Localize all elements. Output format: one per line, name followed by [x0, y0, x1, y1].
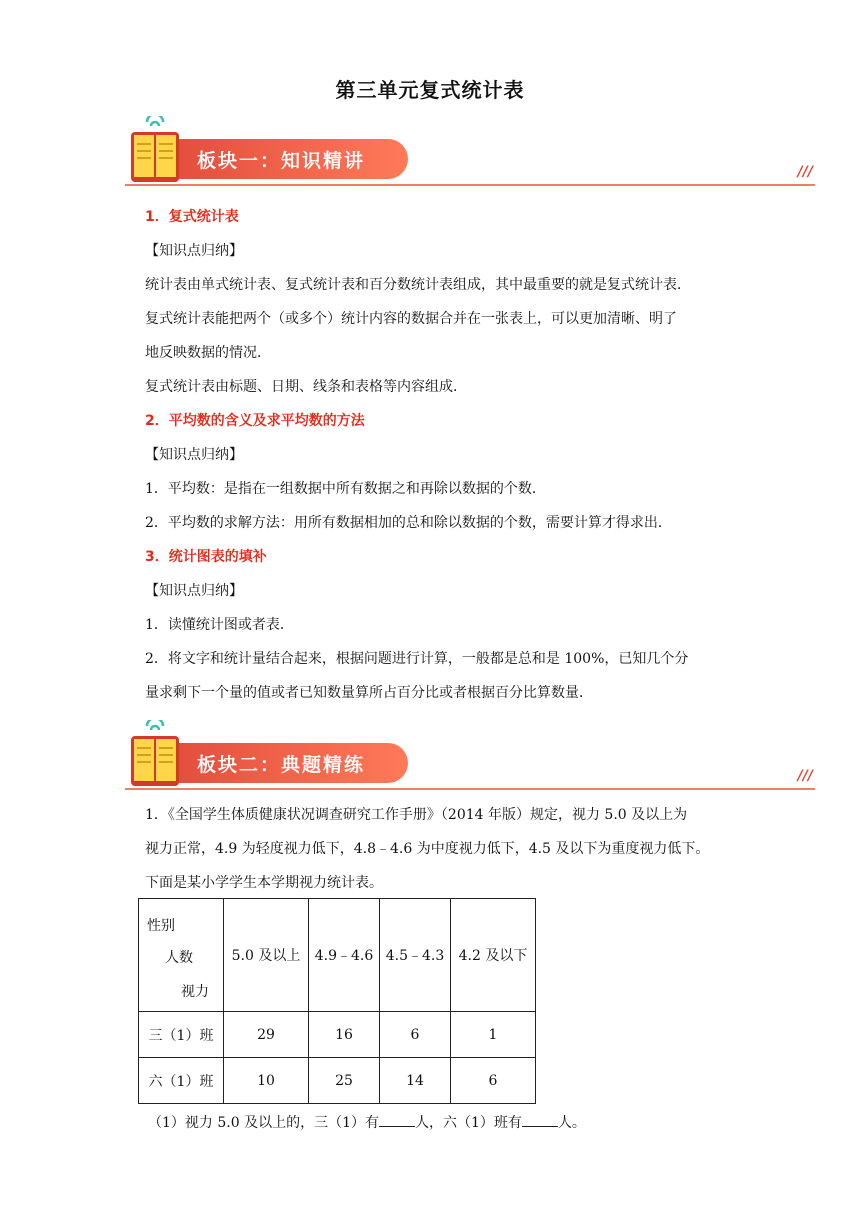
- sub-question-text: 人，六（1）班有: [414, 1115, 522, 1131]
- section-mark: ///: [797, 768, 813, 784]
- column-header: 4.5﹣4.3: [380, 899, 451, 1012]
- table-cell: 6: [451, 1058, 536, 1104]
- table-cell: 16: [309, 1012, 380, 1058]
- section-title: 板块二：典题精练: [197, 754, 366, 776]
- paragraph: 2．将文字和统计量结合起来，根据问题进行计算，一般都是总和是 100%，已知几个分: [145, 651, 689, 667]
- book-icon: [125, 116, 185, 184]
- sub-question-text: 人。: [557, 1115, 586, 1131]
- exercise-content: [145, 798, 745, 900]
- heading-2: 2．平均数的含义及求平均数的方法: [145, 413, 365, 429]
- book-icon: [125, 720, 185, 788]
- heading-1: 1．复式统计表: [145, 209, 239, 225]
- paragraph: 2．平均数的求解方法：用所有数据相加的总和除以数据的个数，需要计算才得求出．: [145, 515, 672, 531]
- section-divider: [125, 788, 815, 790]
- knowledge-label: 【知识点归纳】: [145, 583, 243, 599]
- answer-blank[interactable]: [522, 1112, 558, 1127]
- row-label: 三（1）班: [139, 1012, 224, 1058]
- question-text: 1．《全国学生体质健康状况调查研究工作手册》（2014 年版）规定，视力 5.0 及以上为: [145, 807, 688, 823]
- section-header-2: [125, 720, 815, 790]
- paragraph: 量求剩下一个量的值或者已知数量算所占百分比或者根据百分比算数量．: [145, 685, 593, 701]
- table-cell: 10: [224, 1058, 309, 1104]
- question-text: 视力正常，4.9 为轻度视力低下，4.8﹣4.6 为中度视力低下，4.5 及以下为重度视力低下。: [145, 841, 710, 857]
- corner-label-mid: 人数: [165, 950, 193, 966]
- corner-label-top: 性别: [147, 918, 175, 934]
- heading-3: 3．统计图表的填补: [145, 549, 267, 565]
- table-row: [139, 1058, 536, 1104]
- row-label: 六（1）班: [139, 1058, 224, 1104]
- paragraph: 1．平均数：是指在一组数据中所有数据之和再除以数据的个数．: [145, 481, 546, 497]
- section-mark: ///: [797, 164, 813, 180]
- answer-blank[interactable]: [379, 1112, 415, 1127]
- sub-question-text: （1）视力 5.0 及以上的，三（1）有: [148, 1115, 379, 1131]
- table-cell: 14: [380, 1058, 451, 1104]
- sub-question: [148, 1106, 768, 1140]
- paragraph: 复式统计表能把两个（或多个）统计内容的数据合并在一张表上，可以更加清晰、明了: [145, 311, 677, 327]
- column-header: 5.0 及以上: [224, 899, 309, 1012]
- question-text: 下面是某小学学生本学期视力统计表。: [145, 875, 383, 891]
- vision-table: [138, 898, 536, 1104]
- corner-label-bottom: 视力: [181, 984, 209, 1000]
- table-cell: 25: [309, 1058, 380, 1104]
- section-header-1: [125, 116, 815, 186]
- paragraph: 地反映数据的情况．: [145, 345, 271, 361]
- page-title: 第三单元复式统计表: [335, 78, 525, 102]
- table-header-row: [139, 899, 536, 1012]
- paragraph: 复式统计表由标题、日期、线条和表格等内容组成．: [145, 379, 467, 395]
- corner-cell: [139, 899, 224, 1012]
- column-header: 4.9﹣4.6: [309, 899, 380, 1012]
- knowledge-label: 【知识点归纳】: [145, 243, 243, 259]
- paragraph: 1．读懂统计图或者表．: [145, 617, 294, 633]
- knowledge-content: [145, 200, 725, 710]
- knowledge-label: 【知识点归纳】: [145, 447, 243, 463]
- table-row: [139, 1012, 536, 1058]
- table-cell: 1: [451, 1012, 536, 1058]
- table-cell: 29: [224, 1012, 309, 1058]
- table-cell: 6: [380, 1012, 451, 1058]
- section-divider: [125, 184, 815, 186]
- paragraph: 统计表由单式统计表、复式统计表和百分数统计表组成，其中最重要的就是复式统计表．: [145, 277, 691, 293]
- section-title: 板块一：知识精讲: [197, 150, 366, 172]
- column-header: 4.2 及以下: [451, 899, 536, 1012]
